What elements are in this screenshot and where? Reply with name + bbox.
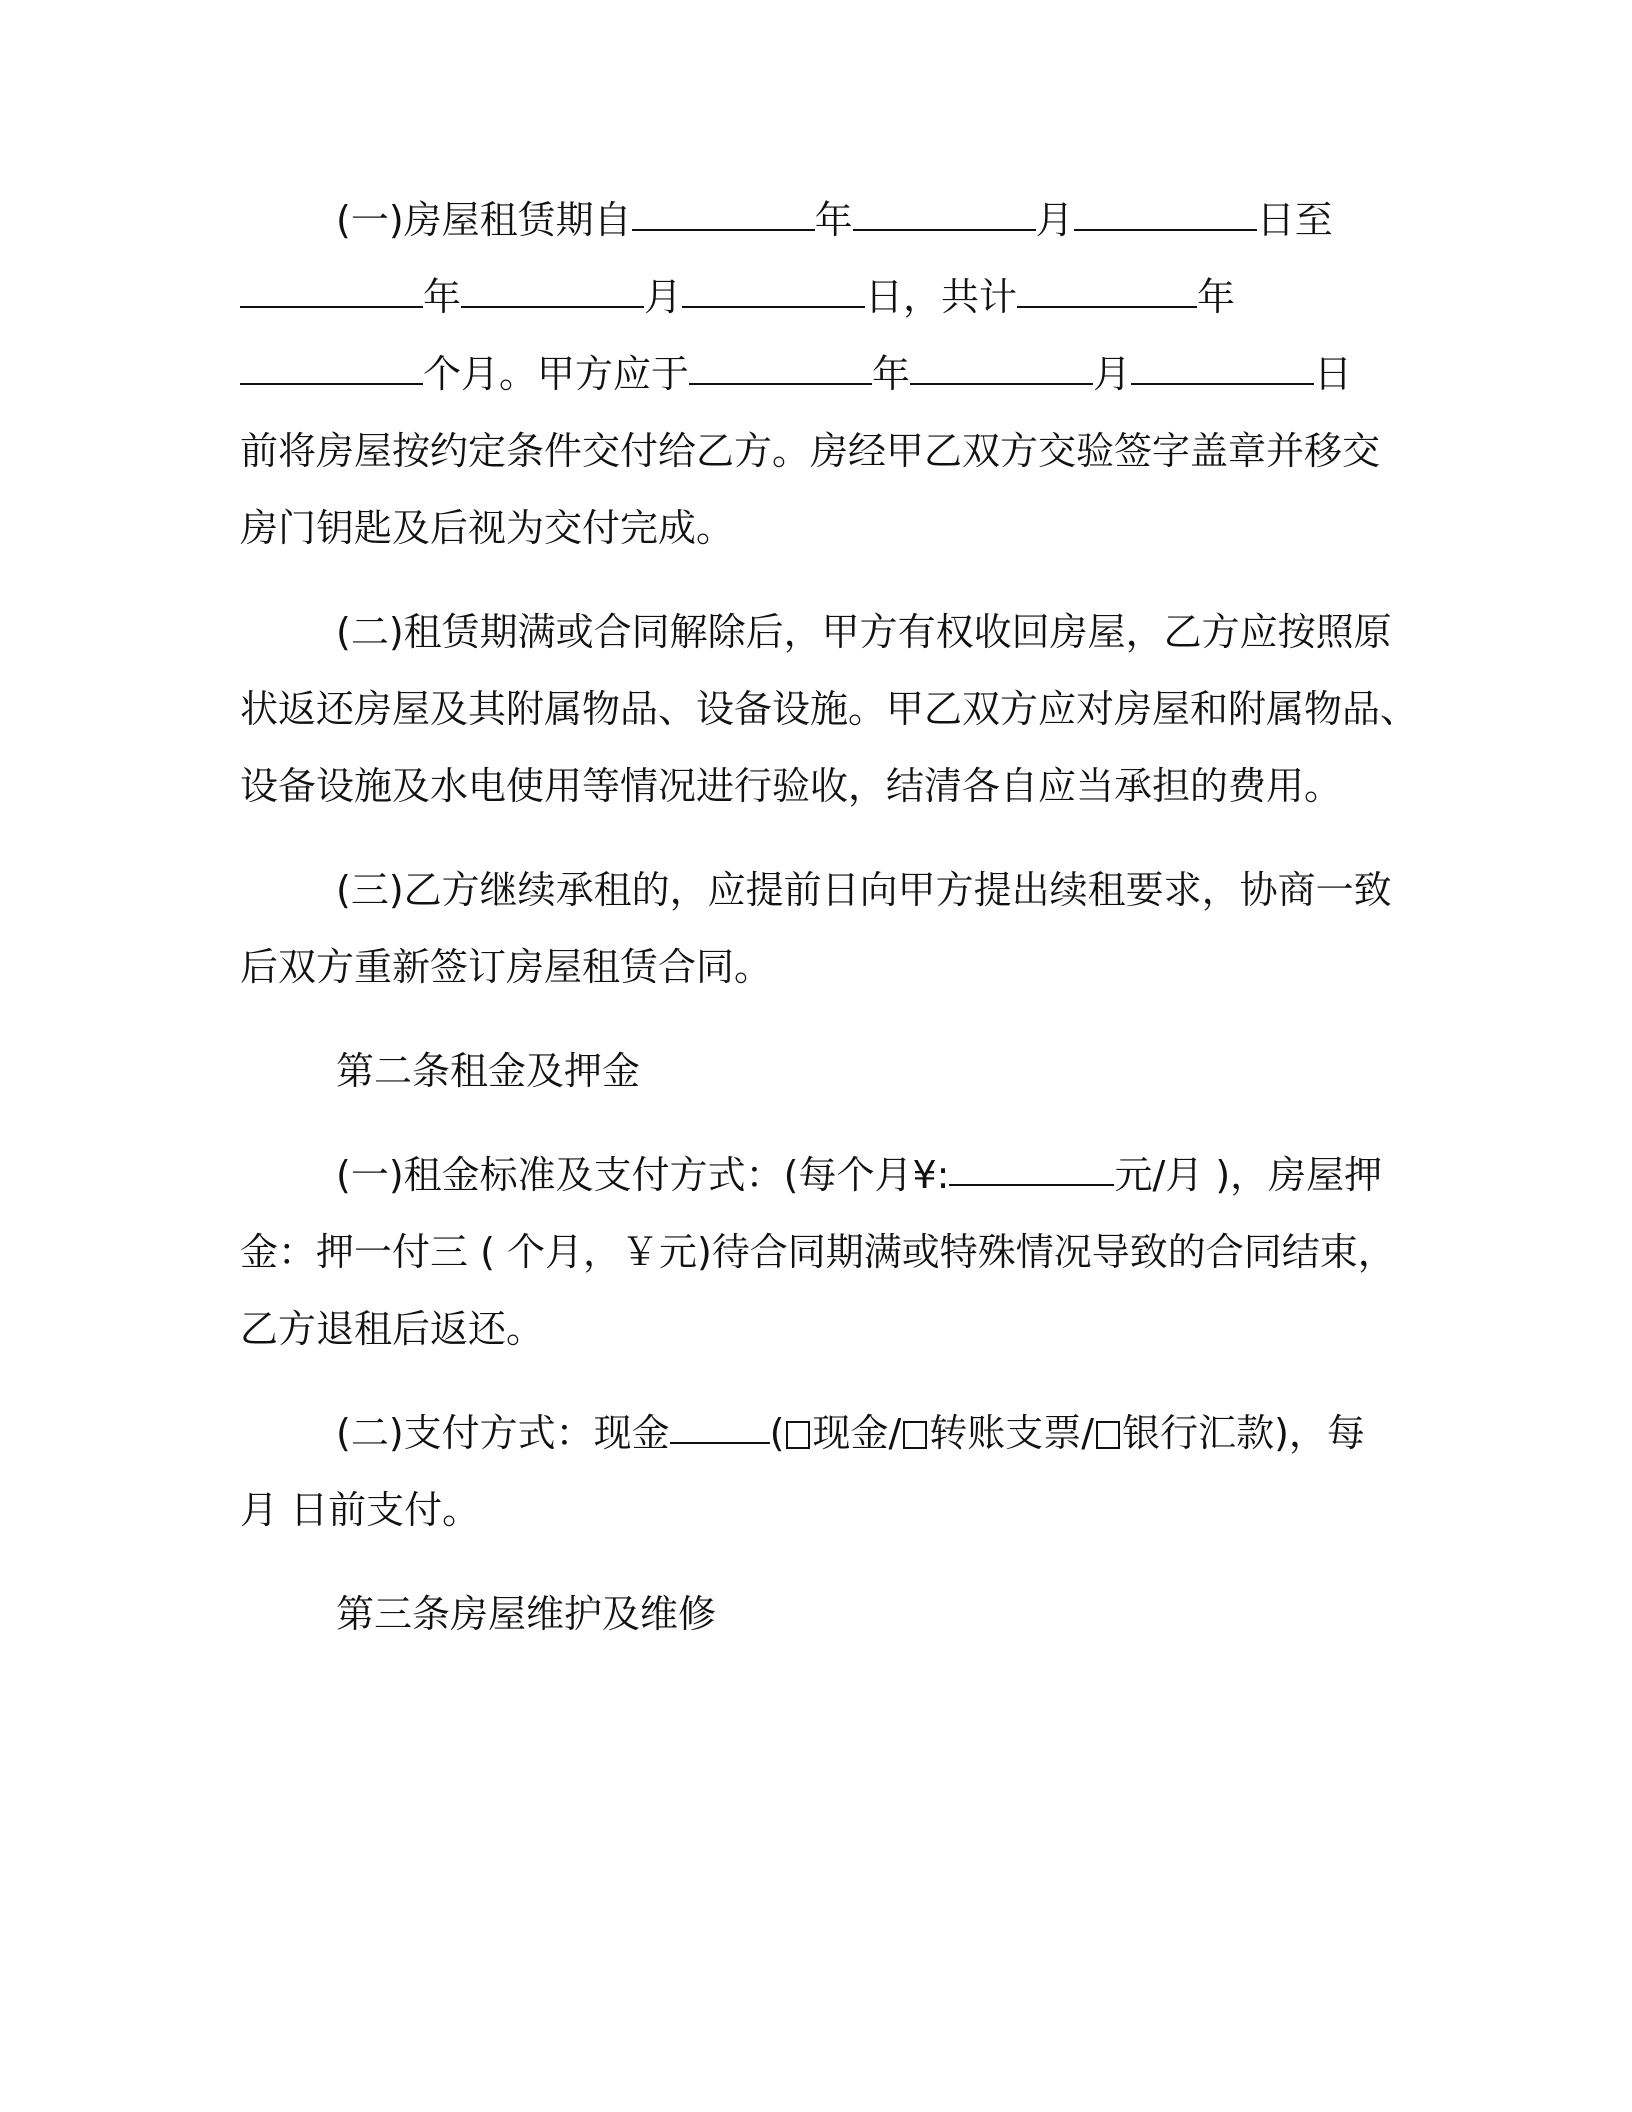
text: 银行汇款)，每 <box>1122 1411 1365 1455</box>
text: 转账支票/ <box>929 1411 1095 1455</box>
text: 元/月 )，房屋押 <box>1114 1153 1383 1197</box>
payment-paragraph <box>240 1395 1390 1549</box>
text: 年 <box>814 198 853 242</box>
lease-end-paragraph <box>240 594 1419 825</box>
lease-end-line-2: 状返还房屋及其附属物品、设备设施。甲乙双方应对房屋和附属物品、 <box>240 687 1419 731</box>
blank-field <box>1017 305 1197 308</box>
article-2-heading: 第二条租金及押金 <box>336 1049 641 1093</box>
text: 月 <box>644 275 683 319</box>
lease-period-paragraph <box>240 182 1390 567</box>
article-3-heading: 第三条房屋维护及维修 <box>336 1592 717 1636</box>
text: 年 <box>1197 275 1236 319</box>
rent-line-1 <box>240 1137 1390 1214</box>
blank-field <box>461 305 644 308</box>
renewal-line-2: 后双方重新签订房屋租赁合同。 <box>240 945 773 989</box>
lease-period-line-3 <box>240 336 1390 413</box>
text: (一)房屋租赁期自 <box>336 198 632 242</box>
payment-method-field <box>670 1441 770 1444</box>
text: (一)租金标准及支付方式：(每个月¥: <box>336 1153 950 1197</box>
lease-end-line-1: (二)租赁期满或合同解除后，甲方有权收回房屋，乙方应按照原 <box>336 610 1392 654</box>
text: 日，共计 <box>865 275 1018 319</box>
lease-period-line-2 <box>240 259 1390 336</box>
rent-paragraph <box>240 1137 1396 1368</box>
blank-field <box>632 228 815 231</box>
renewal-paragraph <box>240 852 1390 1006</box>
blank-field <box>682 305 865 308</box>
checkbox-transfer-cheque <box>903 1421 927 1449</box>
renewal-line-1: (三)乙方继续承租的，应提前日向甲方提出续租要求，协商一致 <box>336 868 1392 912</box>
text: 年 <box>872 352 911 396</box>
payment-line-1 <box>240 1395 1390 1472</box>
lease-period-line-4: 前将房屋按约定条件交付给乙方。房经甲乙双方交验签字盖章并移交 <box>240 429 1381 473</box>
text: ( <box>769 1411 785 1455</box>
blank-field <box>853 228 1036 231</box>
text: (二)支付方式：现金 <box>336 1411 670 1455</box>
blank-field <box>1131 382 1314 385</box>
blank-field <box>240 305 423 308</box>
blank-field <box>910 382 1093 385</box>
text: 日 <box>1314 352 1353 396</box>
blank-field <box>1074 228 1257 231</box>
text: 现金/ <box>812 1411 902 1455</box>
rent-line-3: 乙方退租后返还。 <box>240 1307 545 1351</box>
text: 月 <box>1093 352 1132 396</box>
checkbox-cash <box>786 1421 810 1449</box>
rent-amount-field <box>949 1183 1114 1186</box>
rent-line-2: 金：押一付三 ( 个月，￥元)待合同期满或特殊情况导致的合同结束， <box>240 1230 1396 1274</box>
contract-body <box>240 182 1419 1680</box>
payment-line-2: 月 日前支付。 <box>240 1488 481 1532</box>
lease-period-line-1 <box>240 182 1390 259</box>
text: 日至 <box>1256 198 1333 242</box>
text: 月 <box>1035 198 1074 242</box>
checkbox-bank-remittance <box>1096 1421 1120 1449</box>
blank-field <box>689 382 872 385</box>
blank-field <box>240 382 423 385</box>
lease-end-line-3: 设备设施及水电使用等情况进行验收，结清各自应当承担的费用。 <box>240 764 1343 808</box>
text: 个月。甲方应于 <box>423 352 690 396</box>
lease-period-line-5: 房门钥匙及后视为交付完成。 <box>240 506 735 550</box>
text: 年 <box>423 275 462 319</box>
